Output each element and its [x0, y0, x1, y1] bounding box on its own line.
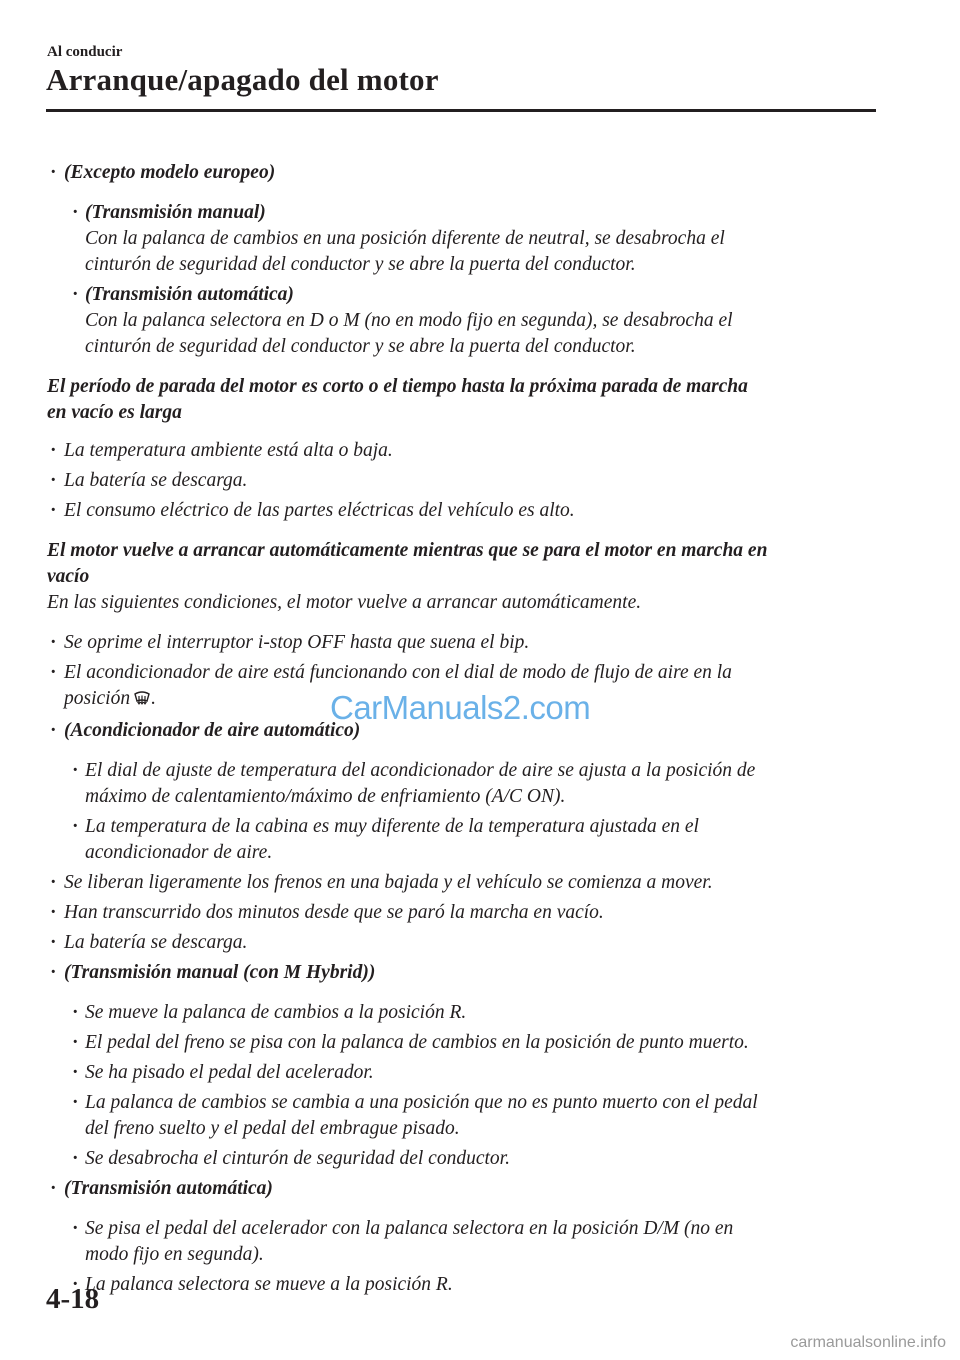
auto-text-2: cinturón de seguridad del conductor y se abre la puerta del conductor. [85, 336, 636, 357]
manual-label: · (Transmisión manual) [85, 202, 266, 223]
ac-sub1-line2: máximo de calentamiento/máximo de enfriamiento (A/C ON). [85, 786, 566, 807]
ac-sub2-line2: acondicionador de aire. [85, 842, 273, 863]
header-rule [46, 109, 876, 112]
heading2-line2: vacío [47, 566, 90, 587]
list-item: · La batería se descarga. [47, 930, 887, 956]
airflow-line1: · El acondicionador de aire está funcionando con el dial de modo de flujo de aire en la [64, 662, 732, 683]
sub-list-item: · Se mueve la palanca de cambios a la posición R. [47, 1000, 887, 1026]
section2-list [47, 630, 887, 1298]
list-item: · La batería se descarga. [47, 468, 887, 494]
sub-list-item: · Se ha pisado el pedal del acelerador. [47, 1060, 887, 1086]
page-number: 4-18 [46, 1283, 100, 1315]
ac-sub1-line1: · El dial de ajuste de temperatura del acondicionador de aire se ajusta a la posición de [85, 760, 756, 781]
sub-list-item [47, 1216, 887, 1268]
ac-sub2-line1: · La temperatura de la cabina es muy diferente de la temperatura ajustada en el [85, 816, 699, 837]
heading2-line1: El motor vuelve a arrancar automáticamente mientras que se para el motor en marcha en [47, 540, 768, 561]
sub-list-item [47, 758, 887, 810]
section2-intro: En las siguientes condiciones, el motor vuelve a arrancar automáticamente. [47, 592, 642, 613]
sub-list-item [47, 1090, 887, 1142]
list-item: · Se oprime el interruptor i-stop OFF hasta que suena el bip. [47, 630, 887, 656]
header-section: Al conducir [47, 44, 123, 60]
auto-label: · (Transmisión automática) [85, 284, 294, 305]
heading1-line1: El período de parada del motor es corto o el tiempo hasta la próxima parada de marcha [47, 376, 748, 397]
list-item-auto [47, 282, 887, 360]
section-heading-2 [47, 538, 887, 590]
list-item: · Se liberan ligeramente los frenos en una bajada y el vehículo se comienza a mover. [47, 870, 887, 896]
list-item-auto-2: · (Transmisión automática) [47, 1176, 887, 1202]
main-content [47, 160, 887, 1298]
auto-ac-sublist [47, 758, 887, 866]
section-heading-1 [47, 374, 887, 426]
auto2-sublist [47, 1216, 887, 1298]
defroster-icon [133, 688, 151, 714]
sub-list-item: · Se desabrocha el cinturón de seguridad del conductor. [47, 1146, 887, 1172]
list-item-except-europe: · (Excepto modelo europeo) [47, 160, 887, 186]
at-sub1-line2: modo fijo en segunda). [85, 1244, 264, 1265]
watermark: CarManuals2.com [330, 689, 591, 726]
mh-sub4-line1: · La palanca de cambios se cambia a una posición que no es punto muerto con el pedal [85, 1092, 758, 1113]
list-item: · Han transcurrido dos minutos desde que se paró la marcha en vacío. [47, 900, 887, 926]
airflow-line2: posición . [64, 686, 887, 714]
manual-text-1: Con la palanca de cambios en una posición diferente de neutral, se desabrocha el [85, 228, 725, 249]
list-item: · La temperatura ambiente está alta o baja. [47, 438, 887, 464]
mh-sub4-line2: del freno suelto y el pedal del embrague pisado. [85, 1118, 460, 1139]
manual-text-2: cinturón de seguridad del conductor y se abre la puerta del conductor. [85, 254, 636, 275]
mhybrid-sublist [47, 1000, 887, 1172]
heading1-line2: en vacío es larga [47, 402, 182, 423]
auto-text-1: Con la palanca selectora en D o M (no en modo fijo en segunda), se desabrocha el [85, 310, 733, 331]
page-title: Arranque/apagado del motor [46, 62, 439, 97]
list-item: · El consumo eléctrico de las partes eléctricas del vehículo es alto. [47, 498, 887, 524]
sub-list-item [47, 814, 887, 866]
footer-watermark: carmanualsonline.info [790, 1334, 946, 1351]
section1-list [47, 438, 887, 524]
list-item-manual [47, 200, 887, 278]
sub-list-item: · El pedal del freno se pisa con la palanca de cambios en la posición de punto muerto. [47, 1030, 887, 1056]
at-sub1-line1: · Se pisa el pedal del acelerador con la palanca selectora en la posición D/M (no en [85, 1218, 734, 1239]
sub-list-item: · La palanca selectora se mueve a la posición R. [47, 1272, 887, 1298]
list-item-mhybrid: · (Transmisión manual (con M Hybrid)) [47, 960, 887, 986]
list-item-auto-ac: · (Acondicionador de aire automático) [47, 718, 887, 744]
